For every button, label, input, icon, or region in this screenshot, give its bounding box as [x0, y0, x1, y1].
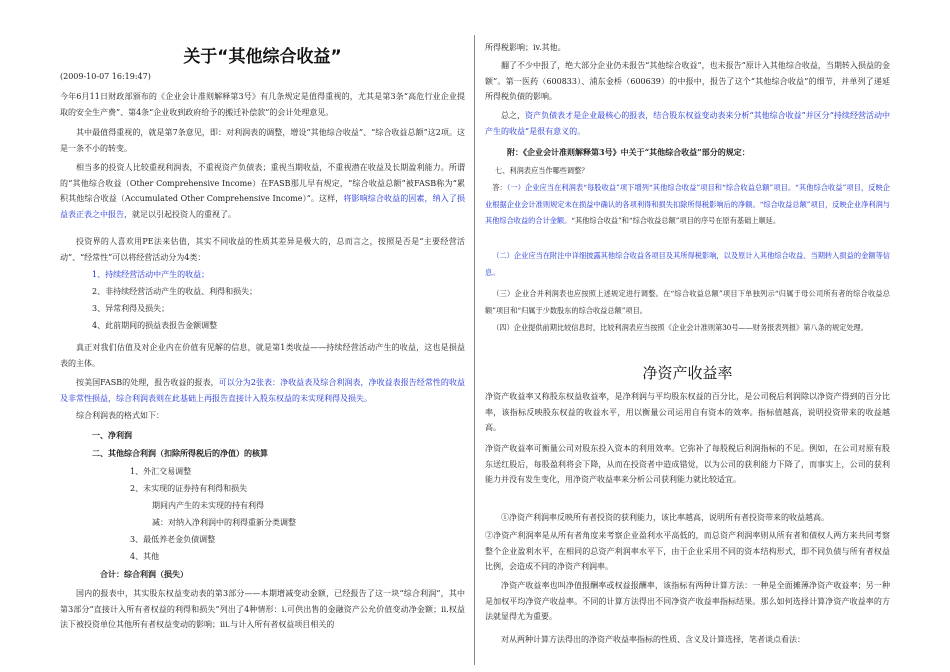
item-2b: 减：对纳入净利润中的利得重新分类调整: [152, 518, 296, 527]
paragraph-3-highlight: 将影响综合收益的因素，纳入了损益表正表之中报告: [60, 194, 465, 219]
paragraph-4: 投资界的人喜欢用PE法来估值，其实不同收益的性质其差异是极大的，总而言之，按照是否是“主要经营活动”、“经常性”可以将经营活动分为4类：: [60, 237, 465, 262]
paragraph-r1: 翻了不少中报了，绝大部分企业仍未报告“其他综合收益”，也未报告“原计入其他综合收益，当期转入损益的金额”。第一医药（600833）、浦东金桥（600639）的中报中，报告了这个“其他综合收益”的细节，并单列了递延所得税负债的影响。: [485, 61, 890, 101]
paragraph-r2-highlight: 资产负债表才是企业最核心的报表，结合股东权益变动表来分析“其他综合收益”并区分“持续经营活动中产生的收益”是很有意义的。: [485, 111, 890, 136]
list-item-1: 1、持续经营活动中产生的收益；: [92, 270, 210, 279]
paragraph-6: [60, 375, 465, 407]
paragraph-3-end: ，就足以引起投资人的重视了。: [124, 209, 236, 219]
paragraph-r2: [485, 108, 890, 140]
item-2a: 期间内产生的未实现的持有利得: [152, 501, 264, 510]
paragraph-roe-1: 净资产收益率又称股东权益收益率，是净利润与平均股东权益的百分比，是公司税后利润除以净资产得到的百分比率，该指标反映股东权益的收益水平，用以衡量公司运用自有资本的效率。指标值越高，说明投资带来的收益越高。: [485, 392, 890, 432]
continued-line: 所得税影响；iv.其他。: [485, 43, 566, 52]
paragraph-roe-5: 净资产收益率也叫净值报酬率或权益报酬率，该指标有两种计算方法：一种是全面摊薄净资产收益率；另一种是加权平均净资产收益率。不同的计算方法得出不同净资产收益率指标结果。那么如何选择计算净资产收益率的方法就显得尤为重要。: [485, 581, 890, 621]
item-3: 3、最低养老金负债调整: [130, 535, 216, 544]
item-4: 4、其他: [130, 552, 160, 561]
paragraph-5: 真正对我们估值及对企业内在价值有见解的信息，就是第1类收益——持续经营活动产生的收益，这也是损益表的主体。: [60, 343, 465, 368]
section-title: 净资产收益率: [642, 364, 733, 382]
paragraph-1: 今年6月11日财政部颁布的《企业会计准则解释第3号》有几条规定是值得重视的，尤其是第3条“高危行业企业提取的安全生产费”、第4条“企业收到政府给予的搬迁补偿款”的会计处理意见。: [60, 92, 465, 117]
paragraph-roe-3: ①净资产利润率反映所有者投资的获利能力，该比率越高，说明所有者投资带来的收益越高。: [501, 513, 829, 522]
answer-3: （三）企业合并利润表也应按照上述规定进行调整。在“综合收益总额”项目下单独列示“归属于母公司所有者的综合收益总额”项目和“归属于少数股东的综合收益总额”项目。: [485, 289, 890, 315]
answer-prefix: 答：: [492, 183, 507, 192]
total-line: 合计：综合利润（损失）: [100, 569, 188, 579]
paragraph-3-text: 相当多的投资人比较重视利润表，不重视资产负债表；重视当期收益，不重视潜在收益及长期盈利能力。所谓的“其他综合收益（Other Comprehensive Income）在FASB那儿早有规定，“综合收益总额”被FASB称为“累积其他综合收益（Accumulated Other Comprehensive Income）”。这样，: [60, 163, 465, 203]
post-date: (2009-10-07 16:19:47): [60, 72, 151, 81]
paragraph-2: 其中最值得重视的，就是第7条意见，即：对利润表的调整，增设“其他综合收益”、“综合收益总额”这2项。这是一条不小的转变。: [60, 128, 465, 153]
answer-4: （四）企业提供前期比较信息时，比较利润表应当按照《企业会计准则第30号——财务报表列报》第八条的规定处理。: [492, 323, 868, 332]
answer-2: （二）企业应当在附注中详细披露其他综合收益各项目及其所得税影响，以及原计入其他综合收益、当期转入损益的金额等信息。: [485, 251, 890, 277]
paragraph-roe-4: ②净资产利润率是从所有者角度来考察企业盈利水平高低的，而总资产利润率则从所有者和债权人两方来共同考察整个企业盈利水平，在相同的总资产利润率水平下，由于企业采用不同的资本结构形式，即不同负债与所有者权益比例，会造成不同的净资产利润率。: [485, 531, 890, 571]
answer-1-end: “其他综合收益”和“综合收益总额”项目的序号在原有基础上顺延。: [571, 216, 781, 225]
heading-net-profit: 一、净利润: [92, 430, 132, 440]
paragraph-3: [60, 160, 465, 224]
item-1: 1、外汇交易调整: [130, 467, 192, 476]
paragraph-6-highlight: 可以分为2张表：净收益表及综合利润表，净收益表报告经常性的收益及非常性损益，综合利润表则在此基础上再报告直接计入股东权益的未实现利得及损失。: [60, 378, 465, 403]
question-line: 七、利润表应当作哪些调整？: [495, 166, 589, 175]
paragraph-7: 综合利润表的格式如下：: [76, 411, 164, 420]
column-divider: [474, 35, 475, 665]
heading-other-comprehensive: 二、其他综合利润（扣除所得税后的净值）的核算: [92, 448, 268, 458]
answer-1-highlight: （一）企业应当在利润表“每股收益”项下增列“其他综合收益”项目和“综合收益总额”项目。“其他综合收益”项目，反映企业根据企业会计准则规定未在损益中确认的各项利得和损失扣除所得税影响后的净额。“综合收益总额”项目，反映企业净利润与其他综合收益的合计金额。: [485, 183, 890, 225]
list-item-4: 4、此前期间的损益表报告金额调整: [92, 321, 218, 330]
list-item-3: 3、异常利得及损失；: [92, 304, 170, 313]
answer-1: [485, 180, 890, 246]
paragraph-6-text: 按美国FASB的处理，报告收益的报表，: [76, 378, 219, 387]
paragraph-8: 国内的报表中，其实股东权益变动表的第3部分——本期增减变动金额，已经报告了这一块“综合利润”，其中第3部分“直接计入所有者权益的利得和损失”列出了4种情形：i.可供出售的金融资产公允价值变动净金额；ii.权益法下被投资单位其他所有者权益变动的影响；iii.与计入所有者权益项目相关的: [60, 589, 465, 629]
paragraph-r2-text: 总之，: [501, 111, 526, 120]
appendix-heading: 附：《企业会计准则解释第3号》中关于“其他综合收益”部分的规定：: [507, 147, 750, 157]
article-title: 关于“其他综合收益”: [183, 47, 342, 67]
list-item-2: 2、非持续经营活动产生的收益、利得和损失；: [92, 287, 258, 296]
paragraph-roe-6: 对从两种计算方法得出的净资产收益率指标的性质、含义及计算选择，笔者谈点看法：: [501, 635, 805, 644]
paragraph-roe-2: 净资产收益率可衡量公司对股东投入资本的利用效率。它弥补了每股税后利润指标的不足。例如，在公司对原有股东送红股后，每股盈利将会下降，从而在投资者中造成错觉，以为公司的获利能力下降了，而事实上，公司的获利能力并没有发生变化，用净资产收益率来分析公司获利能力就比较适宜。: [485, 444, 890, 484]
item-2: 2、未实现的证券持有利得和损失: [130, 484, 248, 493]
